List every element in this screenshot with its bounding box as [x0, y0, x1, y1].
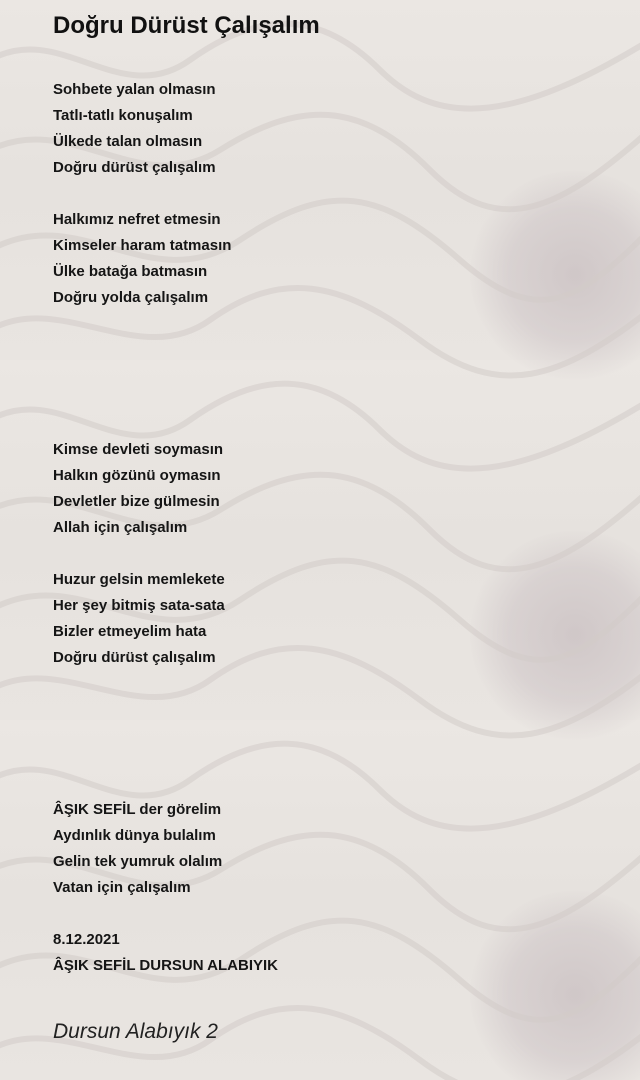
- poem-date: 8.12.2021: [53, 931, 120, 948]
- poem-line: Doğru yolda çalışalım: [53, 289, 209, 306]
- poem-line: Halkımız nefret etmesin: [53, 211, 221, 228]
- poem-line: Kimseler haram tatmasın: [53, 237, 232, 254]
- poem-line: Huzur gelsin memlekete: [53, 571, 225, 588]
- poem-line: ÂŞIK SEFİL der görelim: [53, 801, 222, 818]
- poem-line: Aydınlık dünya bulalım: [53, 827, 216, 844]
- poem-line: Tatlı-tatlı konuşalım: [53, 107, 193, 124]
- poem-line: Ülkede talan olmasın: [53, 133, 203, 150]
- poem-line: Gelin tek yumruk olalım: [53, 853, 223, 870]
- poem-line: Halkın gözünü oymasın: [53, 467, 221, 484]
- poem-line: Doğru dürüst çalışalım: [53, 159, 216, 176]
- poem-line: Kimse devleti soymasın: [53, 441, 224, 458]
- poem-line: Bizler etmeyelim hata: [53, 623, 207, 640]
- poem-signature: ÂŞIK SEFİL DURSUN ALABIYIK: [53, 957, 279, 974]
- poem-line: Doğru dürüst çalışalım: [53, 649, 216, 666]
- poem-title: Doğru Dürüst Çalışalım: [53, 12, 320, 39]
- poem-line: Devletler bize gülmesin: [53, 493, 220, 510]
- poem-line: Her şey bitmiş sata-sata: [53, 597, 225, 614]
- poem-line: Allah için çalışalım: [53, 519, 188, 536]
- poem-line: Vatan için çalışalım: [53, 879, 191, 896]
- poem-line: Sohbete yalan olmasın: [53, 81, 216, 98]
- poem-line: Ülke batağa batmasın: [53, 263, 208, 280]
- author-name: Dursun Alabıyık 2: [53, 1020, 218, 1043]
